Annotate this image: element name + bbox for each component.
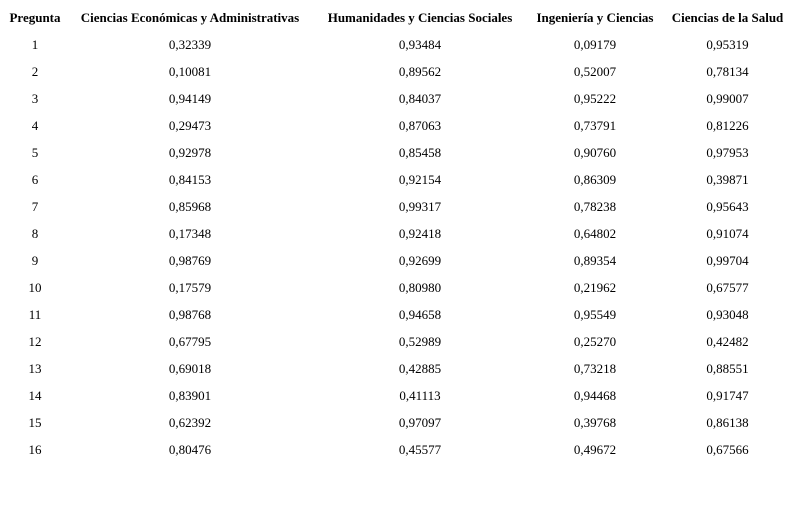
cell-ingenieria: 0,78238 bbox=[573, 198, 617, 214]
cell-ciencias-salud: 0,91747 bbox=[706, 387, 749, 403]
cell-pregunta: 14 bbox=[28, 387, 42, 403]
cell-ciencias-economicas: 0,67795 bbox=[168, 333, 212, 349]
cell-pregunta: 4 bbox=[31, 117, 39, 133]
cell-pregunta: 7 bbox=[31, 198, 39, 214]
table-row bbox=[4, 328, 791, 355]
table-row bbox=[4, 166, 791, 193]
cell-ingenieria: 0,90760 bbox=[573, 144, 617, 160]
cell-ciencias-economicas: 0,92978 bbox=[168, 144, 212, 160]
cell-ciencias-salud: 0,95319 bbox=[706, 36, 749, 52]
cell-ingenieria: 0,73218 bbox=[573, 360, 617, 376]
cell-ciencias-salud: 0,99007 bbox=[706, 90, 749, 106]
cell-humanidades: 0,92699 bbox=[398, 252, 442, 268]
table-row bbox=[4, 436, 791, 463]
header-ingenieria: Ingeniería y Ciencias bbox=[536, 9, 654, 25]
table-row bbox=[4, 247, 791, 274]
cell-ingenieria: 0,21962 bbox=[573, 279, 617, 295]
table-row bbox=[4, 382, 791, 409]
cell-ciencias-economicas: 0,83901 bbox=[168, 387, 212, 403]
cell-pregunta: 13 bbox=[28, 360, 42, 376]
cell-ciencias-economicas: 0,29473 bbox=[168, 117, 212, 133]
cell-pregunta: 8 bbox=[31, 225, 39, 241]
cell-pregunta: 15 bbox=[28, 414, 42, 430]
cell-pregunta: 9 bbox=[31, 252, 39, 268]
header-humanidades: Humanidades y Ciencias Sociales bbox=[327, 9, 513, 25]
cell-ciencias-salud: 0,67577 bbox=[706, 279, 749, 295]
cell-humanidades: 0,80980 bbox=[398, 279, 442, 295]
header-ciencias-economicas: Ciencias Económicas y Administrativas bbox=[80, 9, 300, 25]
cell-ciencias-economicas: 0,80476 bbox=[168, 441, 212, 457]
cell-ingenieria: 0,89354 bbox=[573, 252, 617, 268]
cell-ciencias-economicas: 0,98769 bbox=[168, 252, 212, 268]
results-table bbox=[4, 4, 791, 463]
cell-ciencias-salud: 0,91074 bbox=[706, 225, 749, 241]
cell-ingenieria: 0,09179 bbox=[573, 36, 617, 52]
cell-ingenieria: 0,94468 bbox=[573, 387, 617, 403]
cell-ciencias-economicas: 0,69018 bbox=[168, 360, 212, 376]
cell-humanidades: 0,52989 bbox=[398, 333, 442, 349]
cell-pregunta: 2 bbox=[31, 63, 39, 79]
cell-humanidades: 0,89562 bbox=[398, 63, 442, 79]
table-row bbox=[4, 409, 791, 436]
cell-humanidades: 0,84037 bbox=[398, 90, 442, 106]
table-body bbox=[4, 31, 791, 463]
cell-humanidades: 0,97097 bbox=[398, 414, 442, 430]
cell-ingenieria: 0,39768 bbox=[573, 414, 617, 430]
table-row bbox=[4, 112, 791, 139]
cell-humanidades: 0,87063 bbox=[398, 117, 442, 133]
cell-ciencias-salud: 0,88551 bbox=[706, 360, 749, 376]
cell-pregunta: 1 bbox=[31, 36, 39, 52]
table-row bbox=[4, 85, 791, 112]
cell-ciencias-salud: 0,78134 bbox=[706, 63, 749, 79]
cell-ingenieria: 0,64802 bbox=[573, 225, 617, 241]
header-row bbox=[4, 4, 791, 31]
cell-pregunta: 16 bbox=[28, 441, 42, 457]
cell-pregunta: 3 bbox=[31, 90, 39, 106]
cell-pregunta: 5 bbox=[31, 144, 39, 160]
table-row bbox=[4, 193, 791, 220]
table-row bbox=[4, 31, 791, 58]
cell-pregunta: 10 bbox=[28, 279, 42, 295]
cell-ciencias-salud: 0,42482 bbox=[706, 333, 749, 349]
cell-ciencias-salud: 0,93048 bbox=[706, 306, 749, 322]
cell-ciencias-economicas: 0,17348 bbox=[168, 225, 212, 241]
table-row bbox=[4, 301, 791, 328]
cell-ingenieria: 0,95222 bbox=[573, 90, 617, 106]
cell-ingenieria: 0,49672 bbox=[573, 441, 617, 457]
cell-ingenieria: 0,86309 bbox=[573, 171, 617, 187]
cell-ingenieria: 0,25270 bbox=[573, 333, 617, 349]
cell-pregunta: 6 bbox=[31, 171, 39, 187]
cell-humanidades: 0,85458 bbox=[398, 144, 442, 160]
cell-humanidades: 0,94658 bbox=[398, 306, 442, 322]
cell-ingenieria: 0,73791 bbox=[573, 117, 617, 133]
cell-ciencias-salud: 0,86138 bbox=[706, 414, 749, 430]
cell-humanidades: 0,93484 bbox=[398, 36, 442, 52]
cell-ciencias-salud: 0,81226 bbox=[706, 117, 749, 133]
cell-ciencias-salud: 0,39871 bbox=[706, 171, 749, 187]
cell-humanidades: 0,92154 bbox=[398, 171, 442, 187]
cell-ciencias-economicas: 0,98768 bbox=[168, 306, 212, 322]
header-ciencias-salud: Ciencias de la Salud bbox=[671, 9, 784, 25]
cell-ciencias-economicas: 0,62392 bbox=[168, 414, 212, 430]
cell-ciencias-salud: 0,99704 bbox=[706, 252, 749, 268]
cell-humanidades: 0,92418 bbox=[398, 225, 442, 241]
table-row bbox=[4, 274, 791, 301]
header-pregunta: Pregunta bbox=[9, 9, 61, 25]
cell-ciencias-economicas: 0,94149 bbox=[168, 90, 212, 106]
cell-pregunta: 11 bbox=[28, 306, 42, 322]
cell-ingenieria: 0,95549 bbox=[573, 306, 617, 322]
cell-humanidades: 0,41113 bbox=[399, 387, 441, 403]
cell-pregunta: 12 bbox=[28, 333, 42, 349]
cell-ciencias-economicas: 0,10081 bbox=[168, 63, 212, 79]
cell-ciencias-economicas: 0,17579 bbox=[168, 279, 212, 295]
cell-ciencias-economicas: 0,85968 bbox=[168, 198, 212, 214]
table-row bbox=[4, 139, 791, 166]
cell-ciencias-economicas: 0,32339 bbox=[168, 36, 212, 52]
cell-ingenieria: 0,52007 bbox=[573, 63, 617, 79]
table-row bbox=[4, 355, 791, 382]
cell-humanidades: 0,45577 bbox=[398, 441, 442, 457]
cell-ciencias-salud: 0,67566 bbox=[706, 441, 749, 457]
table-row bbox=[4, 58, 791, 85]
cell-humanidades: 0,99317 bbox=[398, 198, 442, 214]
cell-ciencias-salud: 0,97953 bbox=[706, 144, 749, 160]
cell-ciencias-salud: 0,95643 bbox=[706, 198, 749, 214]
cell-ciencias-economicas: 0,84153 bbox=[168, 171, 212, 187]
table-row bbox=[4, 220, 791, 247]
cell-humanidades: 0,42885 bbox=[398, 360, 442, 376]
